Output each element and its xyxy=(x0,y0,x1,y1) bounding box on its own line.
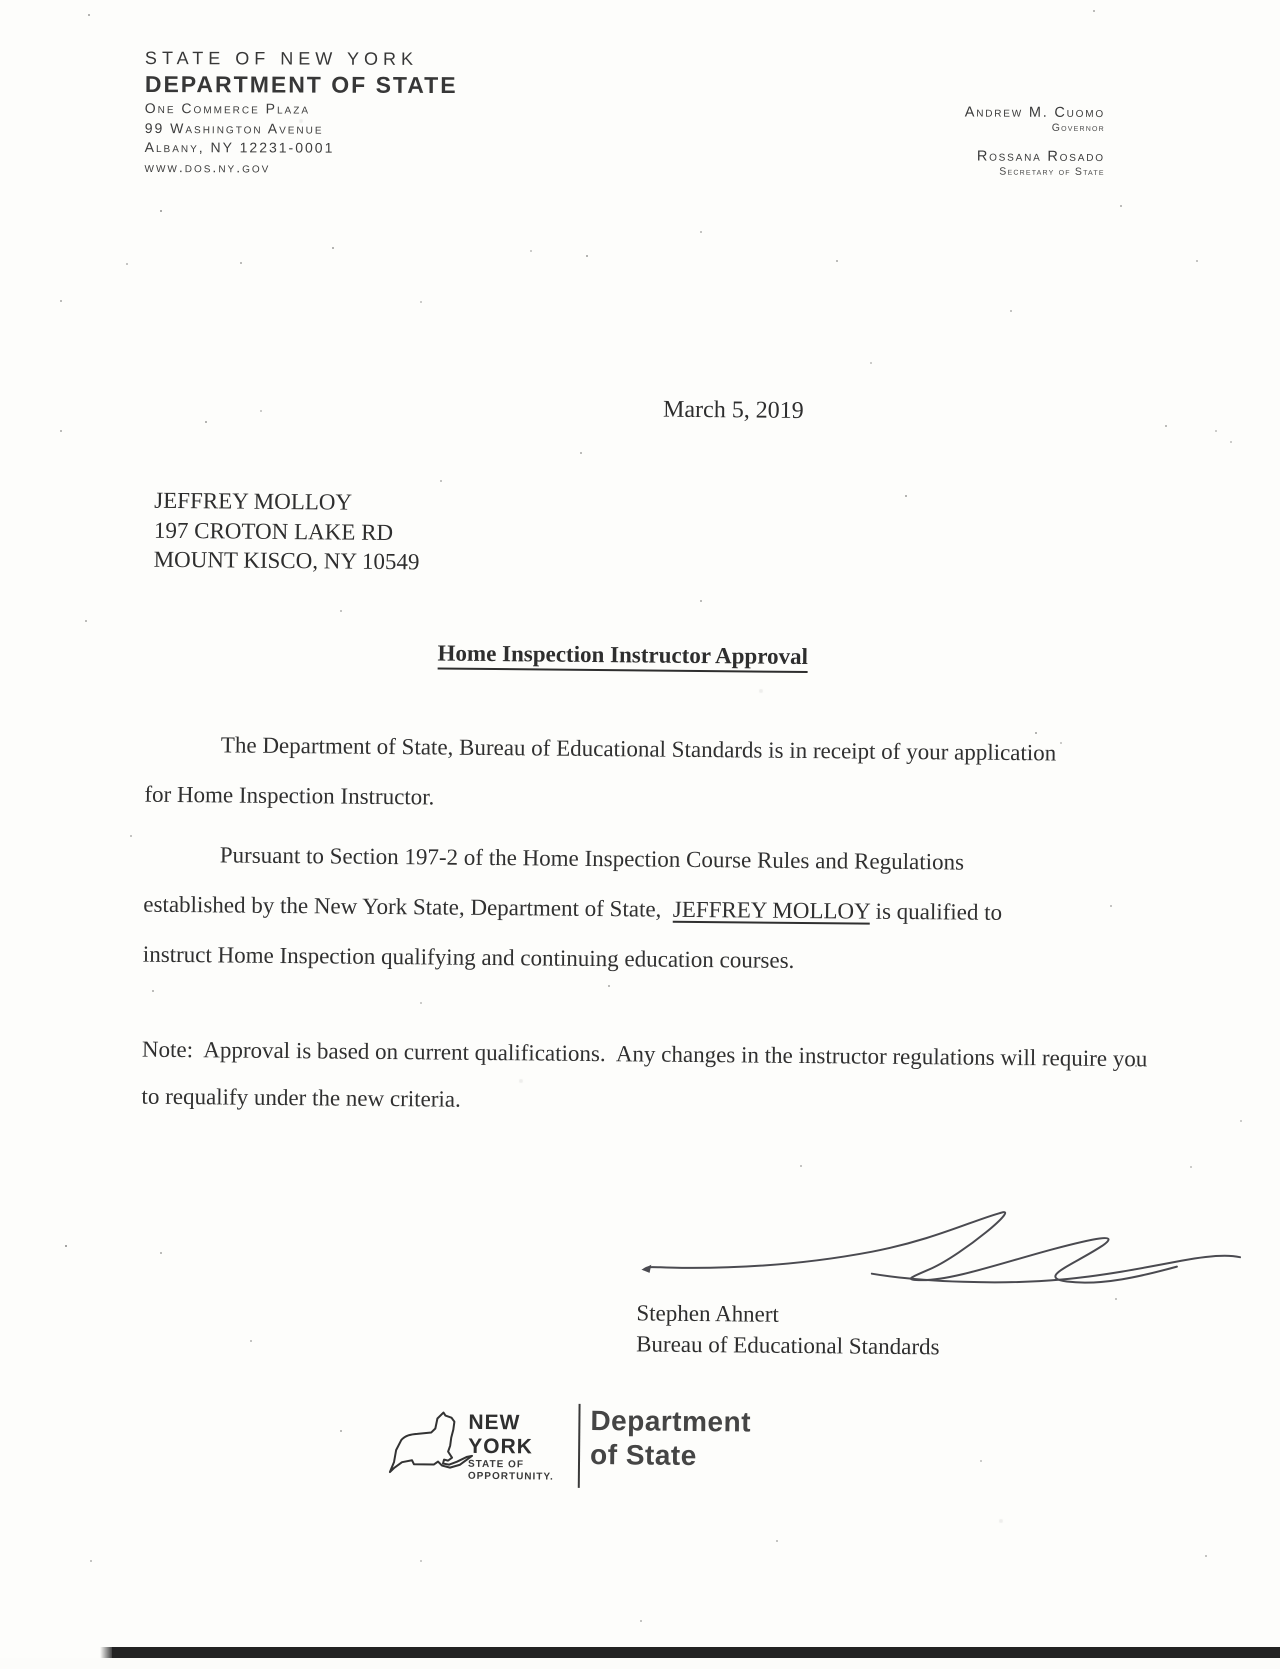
handwritten-signature xyxy=(622,1199,1253,1300)
secretary-title: Secretary of State xyxy=(999,165,1105,178)
letterhead-state-line: STATE OF NEW YORK xyxy=(144,47,419,69)
letterhead-address-line2: 99 Washington Avenue xyxy=(144,119,324,137)
subject-line xyxy=(0,636,1248,674)
note-paragraph: Note: Approval is based on current qualifications. Any changes in the instructor regulations will require you to requalify under the new criteria. xyxy=(141,1036,1148,1112)
signature-block xyxy=(636,1297,940,1362)
letterhead-address-line3: Albany, NY 12231-0001 xyxy=(144,138,335,156)
body-paragraph-2 xyxy=(143,830,1064,989)
paragraph2-lead: Pursuant to Section 197-2 of the Home Inspection Course Rules and Regulations established by the New York State, Department of State, xyxy=(143,842,965,922)
logo-agency-line1: Department xyxy=(590,1404,752,1438)
letterhead-address-line1: One Commerce Plaza xyxy=(144,99,311,117)
letter-date: March 5, 2019 xyxy=(662,396,804,424)
body-paragraph-1: The Department of State, Bureau of Educational Standards is in receipt of your application for Home Inspection Instructor. xyxy=(144,732,1057,810)
paragraph2-tail: is qualified to instruct Home Inspection qualifying and continuing education courses. xyxy=(142,898,1003,973)
recipient-street: 197 CROTON LAKE RD xyxy=(153,517,394,545)
governor-name: Andrew M. Cuomo xyxy=(964,104,1105,121)
logo-new-york-text: NEW YORK xyxy=(468,1410,533,1459)
logo-divider xyxy=(578,1404,581,1488)
nys-footer-logo xyxy=(388,1400,752,1500)
recipient-city: MOUNT KISCO, NY 10549 xyxy=(153,546,420,575)
logo-state-of-text: STATE OF xyxy=(467,1458,525,1471)
scan-noise xyxy=(0,0,2,2)
recipient-address-block xyxy=(154,486,421,577)
signer-title: Bureau of Educational Standards xyxy=(636,1331,940,1360)
secretary-name: Rossana Rosado xyxy=(976,148,1105,165)
scan-edge-artifact xyxy=(112,1647,1280,1658)
logo-wordmark xyxy=(468,1411,555,1484)
new-york-state-map-icon xyxy=(388,1404,475,1493)
logo-agency-name xyxy=(590,1404,751,1474)
subject-text: Home Inspection Instructor Approval xyxy=(437,640,808,673)
logo-opportunity-text: OPPORTUNITY. xyxy=(467,1470,554,1483)
approved-instructor-name: JEFFREY MOLLOY xyxy=(672,896,870,924)
logo-agency-line2: of State xyxy=(589,1438,697,1472)
signer-name: Stephen Ahnert xyxy=(636,1300,780,1327)
letterhead-website: www.dos.ny.gov xyxy=(144,158,271,175)
recipient-name: JEFFREY MOLLOY xyxy=(154,487,353,515)
governor-title: Governor xyxy=(1051,121,1105,134)
letterhead-department-line: DEPARTMENT OF STATE xyxy=(144,70,458,99)
